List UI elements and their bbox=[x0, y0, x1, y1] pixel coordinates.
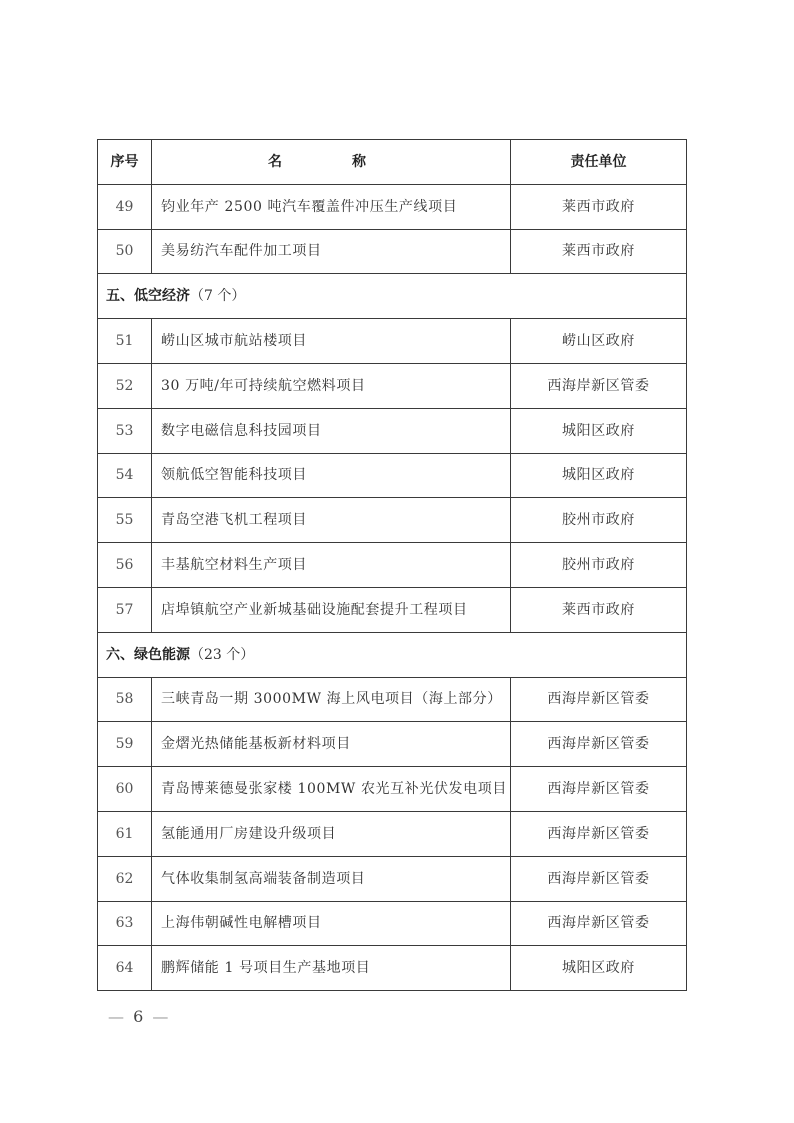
serial-number-cell: 57 bbox=[98, 587, 152, 632]
section-title bbox=[98, 274, 687, 319]
project-name-cell: 青岛空港飞机工程项目 bbox=[152, 498, 511, 543]
section-count: （23 个） bbox=[190, 646, 255, 663]
header-responsible-unit: 责任单位 bbox=[511, 140, 687, 185]
serial-number-cell: 60 bbox=[98, 767, 152, 812]
project-name-cell: 氢能通用厂房建设升级项目 bbox=[152, 811, 511, 856]
serial-number-cell: 54 bbox=[98, 453, 152, 498]
responsible-unit-cell: 胶州市政府 bbox=[511, 498, 687, 543]
table-row bbox=[98, 408, 687, 453]
footer-dash-left: — bbox=[108, 1007, 126, 1026]
project-name-cell: 三峡青岛一期 3000MW 海上风电项目（海上部分） bbox=[152, 677, 511, 722]
page-number: 6 bbox=[133, 1007, 146, 1026]
table-row bbox=[98, 453, 687, 498]
serial-number-cell: 49 bbox=[98, 184, 152, 229]
section-title bbox=[98, 632, 687, 677]
serial-number-cell: 55 bbox=[98, 498, 152, 543]
responsible-unit-cell: 莱西市政府 bbox=[511, 587, 687, 632]
table-row bbox=[98, 722, 687, 767]
table-row bbox=[98, 319, 687, 364]
serial-number-cell: 58 bbox=[98, 677, 152, 722]
project-table bbox=[97, 139, 687, 991]
serial-number-cell: 51 bbox=[98, 319, 152, 364]
serial-number-cell: 59 bbox=[98, 722, 152, 767]
table-row bbox=[98, 498, 687, 543]
header-name bbox=[152, 140, 511, 185]
footer-dash-right: — bbox=[152, 1007, 171, 1026]
serial-number-cell: 63 bbox=[98, 901, 152, 946]
table-row bbox=[98, 363, 687, 408]
table-row bbox=[98, 811, 687, 856]
responsible-unit-cell: 城阳区政府 bbox=[511, 453, 687, 498]
section-title-text: 六、绿色能源 bbox=[106, 646, 190, 663]
serial-number-cell: 53 bbox=[98, 408, 152, 453]
responsible-unit-cell: 西海岸新区管委 bbox=[511, 363, 687, 408]
responsible-unit-cell: 莱西市政府 bbox=[511, 184, 687, 229]
serial-number-cell: 52 bbox=[98, 363, 152, 408]
table-row bbox=[98, 543, 687, 588]
header-serial-number: 序号 bbox=[98, 140, 152, 185]
project-name-cell: 鹏辉储能 1 号项目生产基地项目 bbox=[152, 946, 511, 991]
responsible-unit-cell: 城阳区政府 bbox=[511, 946, 687, 991]
table-row bbox=[98, 767, 687, 812]
project-name-cell: 30 万吨/年可持续航空燃料项目 bbox=[152, 363, 511, 408]
serial-number-cell: 62 bbox=[98, 856, 152, 901]
responsible-unit-cell: 城阳区政府 bbox=[511, 408, 687, 453]
table-row bbox=[98, 856, 687, 901]
serial-number-cell: 64 bbox=[98, 946, 152, 991]
page-footer bbox=[108, 1007, 170, 1026]
section-header-row bbox=[98, 274, 687, 319]
table-row bbox=[98, 184, 687, 229]
responsible-unit-cell: 西海岸新区管委 bbox=[511, 722, 687, 767]
table-row bbox=[98, 677, 687, 722]
header-name-text: 名 称 bbox=[268, 153, 394, 170]
project-name-cell: 美易纺汽车配件加工项目 bbox=[152, 229, 511, 274]
project-name-cell: 金熠光热储能基板新材料项目 bbox=[152, 722, 511, 767]
responsible-unit-cell: 西海岸新区管委 bbox=[511, 811, 687, 856]
section-header-row bbox=[98, 632, 687, 677]
serial-number-cell: 61 bbox=[98, 811, 152, 856]
responsible-unit-cell: 西海岸新区管委 bbox=[511, 856, 687, 901]
responsible-unit-cell: 崂山区政府 bbox=[511, 319, 687, 364]
table-row bbox=[98, 946, 687, 991]
responsible-unit-cell: 胶州市政府 bbox=[511, 543, 687, 588]
table-row bbox=[98, 587, 687, 632]
table-row bbox=[98, 901, 687, 946]
project-name-cell: 店埠镇航空产业新城基础设施配套提升工程项目 bbox=[152, 587, 511, 632]
project-name-cell: 上海伟朝碱性电解槽项目 bbox=[152, 901, 511, 946]
project-name-cell: 崂山区城市航站楼项目 bbox=[152, 319, 511, 364]
project-name-cell: 气体收集制氢高端装备制造项目 bbox=[152, 856, 511, 901]
project-name-cell: 钧业年产 2500 吨汽车覆盖件冲压生产线项目 bbox=[152, 184, 511, 229]
project-name-cell: 青岛博莱德曼张家楼 100MW 农光互补光伏发电项目 bbox=[152, 767, 511, 812]
responsible-unit-cell: 莱西市政府 bbox=[511, 229, 687, 274]
responsible-unit-cell: 西海岸新区管委 bbox=[511, 677, 687, 722]
section-count: （7 个） bbox=[190, 288, 246, 305]
project-name-cell: 领航低空智能科技项目 bbox=[152, 453, 511, 498]
project-name-cell: 数字电磁信息科技园项目 bbox=[152, 408, 511, 453]
responsible-unit-cell: 西海岸新区管委 bbox=[511, 767, 687, 812]
table-header-row bbox=[98, 140, 687, 185]
project-name-cell: 丰基航空材料生产项目 bbox=[152, 543, 511, 588]
section-title-text: 五、低空经济 bbox=[106, 288, 190, 305]
serial-number-cell: 56 bbox=[98, 543, 152, 588]
serial-number-cell: 50 bbox=[98, 229, 152, 274]
table-row bbox=[98, 229, 687, 274]
responsible-unit-cell: 西海岸新区管委 bbox=[511, 901, 687, 946]
